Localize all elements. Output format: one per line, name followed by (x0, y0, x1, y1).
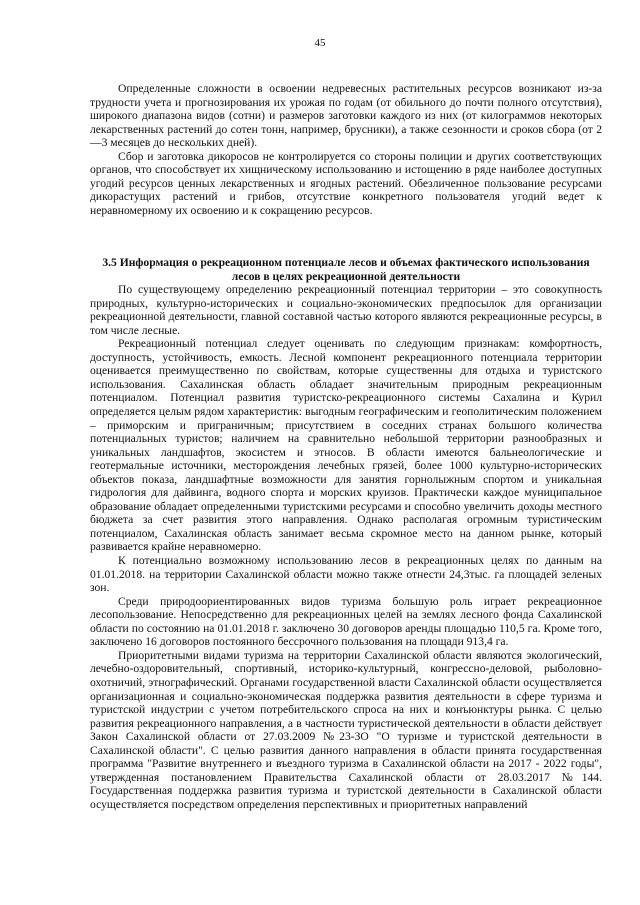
section-3-5 (90, 256, 602, 811)
section-heading: 3.5 Информация о рекреационном потенциале лесов и объемах фактического использования лесов в целях рекреационной деятельности (102, 256, 590, 283)
paragraph-dikorosy-control: Сбор и заготовка дикоросов не контролируется со стороны полиции и других соответствующих органов, что способствует их хищническому использованию и истощению в ряде наиболее доступных угодий ресурсов ценных лекарственных и ягодных растений. Обезличенное пользование ресурсами дикорастущих растений и грибов, отсутствие конкретного пользователя угодий ведет к неравномерному их освоению и к сокращению ресурсов. (90, 149, 602, 217)
paragraph-priority-tourism: Приоритетными видами туризма на территории Сахалинской области являются экологический, лечебно-оздоровительный, спортивный, историко-культурный, конгрессно-деловой, рыболовно-охотничий, этнографический. Органами государственной власти Сахалинской области осуществляется организационная и социально-экономическая поддержка развития деятельности в сфере туризма и туристской индустрии с учетом потребительского спроса на них и конъюнктуры рынка. С целью развития рекреационного направления, а в частности туристической деятельности в области действует Закон Сахалинской области от 27.03.2009 №23-ЗО "О туризме и туристской деятельности в Сахалинской области". С целью развития данного направления в области принята государственная программа "Развитие внутреннего и въездного туризма в Сахалинской области на 2017 - 2022 годы", утвержденная постановлением Правительства Сахалинской области от 28.03.2017 №144. Государственная поддержка развития туризма и туристской деятельности в Сахалинской области осуществляется посредством определения перспективных и приоритетных направлений (90, 648, 602, 811)
paragraph-dikorosy-difficulties: Определенные сложности в освоении недревесных растительных ресурсов возникают из-за трудности учета и прогнозирования их урожая по годам (от обильного до почти полного отсутствия), широкого диапазона видов (сотни) и размеров заготовки каждого из них (от килограммов некоторых лекарственных растений до сотен тонн, например, брусники), а также сезонности и сроков сбора (от 2—3 месяцев до нескольких дней). (90, 82, 602, 150)
paragraph-green-zones: К потенциально возможному использованию лесов в рекреационных целях по данным на 01.01.2018. на территории Сахалинской области можно также отнести 24,3тыс. га площадей зеленых зон. (90, 554, 602, 595)
page-number: 45 (314, 37, 326, 49)
paragraph-lease-contracts: Среди природоориентированных видов туризма большую роль играет рекреационное лесопользование. Непосредственно для рекреационных целей на землях лесного фонда Сахалинской области по состоянию на 01.01.2018 г. заключено 30 договоров аренды площадью 110,5 га. Кроме того, заключено 16 договоров постоянного бессрочного пользования на площади 913,4 га. (90, 594, 602, 649)
intro-text-block (90, 82, 602, 217)
paragraph-recreational-potential: Рекреационный потенциал следует оценивать по следующим признакам: комфортность, доступность, устойчивость, емкость. Лесной компонент рекреационного потенциала территории оценивается преимущественно по свойствам, которые существенны для отдыха и туристского использования. Сахалинская область обладает значительным природным рекреационным потенциалом. Потенциал развития туристско-рекреационного системы Сахалина и Курил определяется целым рядом характеристик: выгодным географическим и геополитическим положением – приморским и приграничным; присутствием в соседних странах большого количества потенциальных туристов; наличием на сравнительно небольшой территории разнообразных и уникальных ландшафтов, экосистем и этносов. В области имеются бальнеологические и геотермальные источники, месторождения лечебных грязей, более 1000 культурно-исторических объектов показа, ландшафтные возможности для занятия горнолыжным спортом и уникальная гидрология для дайвинга, водного спорта и морских круизов. Практически каждое муниципальное образование обладает определенными туристскими ресурсами и способно увеличить доходы местного бюджета за счет развития этого направления. Однако располагая огромным туристическим потенциалом, Сахалинская область занимает весьма скромное место на данном рынке, который развивается крайне неравномерно. (90, 337, 602, 554)
paragraph-recreational-definition: По существующему определению рекреационный потенциал территории – это совокупность природных, культурно-исторических и социально-экономических предпосылок для организации рекреационной деятельности, главной составной частью которого являются рекреационные ресурсы, в том числе лесные. (90, 283, 602, 337)
